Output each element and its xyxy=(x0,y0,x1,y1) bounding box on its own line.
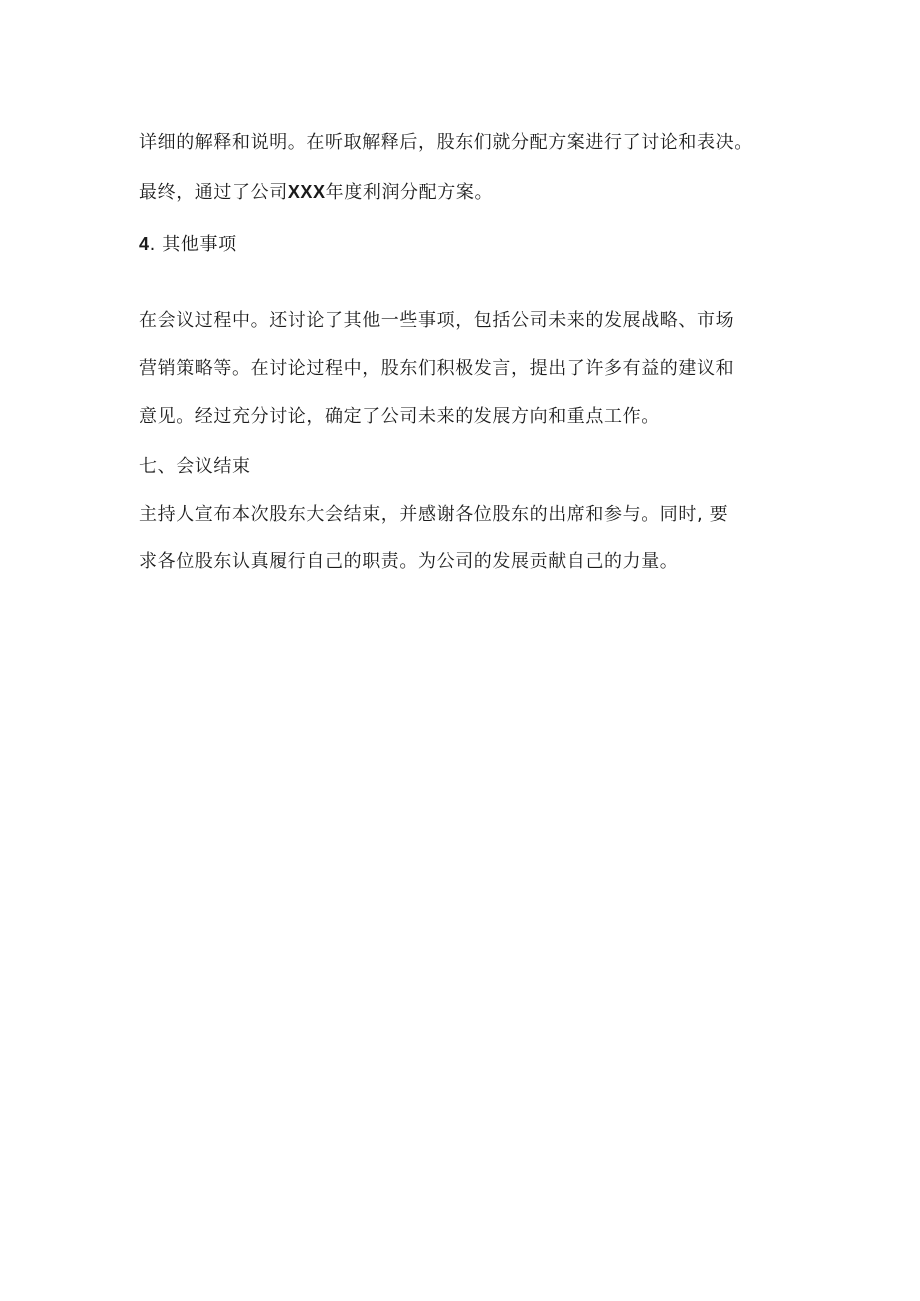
paragraph-line xyxy=(139,503,728,527)
text: 主持人宣布本次股东大会结束，并感谢各位股东的出席和参与。同时, 要 xyxy=(139,504,729,525)
section-number: 4 xyxy=(139,234,150,254)
section-title: 七、会议结束 xyxy=(139,456,251,477)
company-placeholder: XXX xyxy=(287,182,326,202)
text: 详细的解释和说明。在听取解释后，股东们就分配方案进行了讨论和表决。 xyxy=(139,132,753,153)
section-heading xyxy=(139,455,251,479)
text: 求各位股东认真履行自己的职责。为公司的发展贡献自己的力量。 xyxy=(139,551,679,572)
text: 最终，通过了公司 xyxy=(139,182,288,203)
text: 意见。经过充分讨论，确定了公司未来的发展方向和重点工作。 xyxy=(139,406,660,427)
paragraph-line xyxy=(139,357,734,381)
paragraph-line xyxy=(139,550,678,574)
text: 年度利润分配方案。 xyxy=(325,182,494,203)
paragraph-line xyxy=(139,131,753,155)
section-title: . 其他事项 xyxy=(149,234,237,255)
paragraph-line xyxy=(139,405,660,429)
text: 营销策略等。在讨论过程中，股东们积极发言，提出了许多有益的建议和 xyxy=(139,358,735,379)
paragraph-line xyxy=(139,180,493,205)
section-heading xyxy=(139,232,237,257)
paragraph-line xyxy=(139,309,734,333)
text: 在会议过程中。还讨论了其他一些事项，包括公司未来的发展战略、市场 xyxy=(139,310,735,331)
